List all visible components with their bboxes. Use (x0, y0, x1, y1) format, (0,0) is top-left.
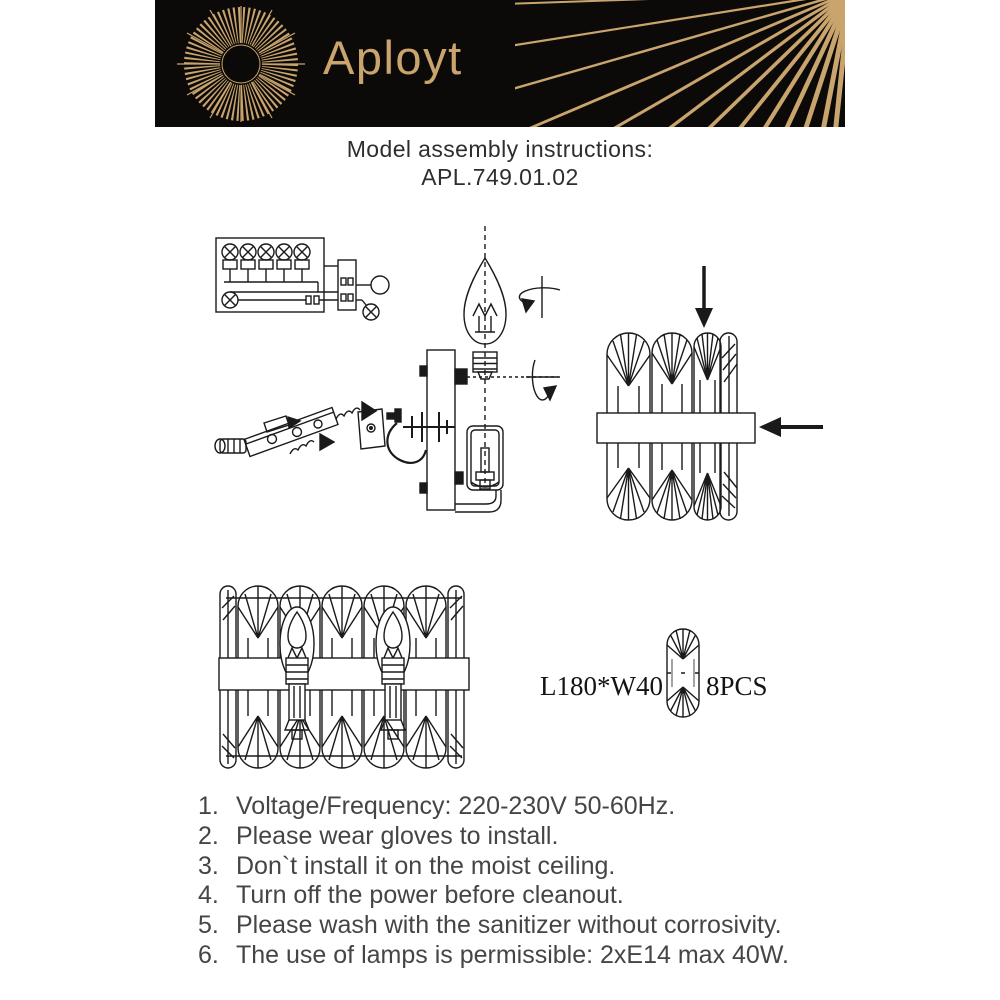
brand-text: Aployt (323, 31, 463, 84)
instruction-number: 1. (198, 792, 219, 820)
rotation-arrow-horizontal-icon (526, 360, 560, 400)
instruction-number: 6. (198, 940, 219, 969)
crystal-stack-diagram (590, 258, 840, 538)
instruction-item (198, 792, 878, 822)
instruction-text: Don`t install it on the moist ceiling. (236, 851, 616, 880)
instruction-item (198, 941, 878, 971)
mounting-assembly-diagram (190, 220, 570, 535)
aployt-sunburst-logo-icon (165, 1, 317, 127)
instruction-number: 4. (198, 881, 219, 910)
instruction-item (198, 881, 878, 911)
wire-and-connector (387, 409, 426, 463)
quantity-label: 8PCS (706, 671, 768, 701)
single-crystal-diagram (664, 627, 702, 719)
mounting-bracket (215, 402, 385, 457)
socket-cup (455, 426, 503, 512)
insert-down-arrow-icon (695, 266, 713, 328)
dimension-label: L180*W40 (540, 671, 663, 701)
pivot-rod-with-washers (403, 412, 455, 442)
screw-coil (336, 408, 360, 419)
assembled-fixture-diagram (218, 582, 470, 772)
instruction-number: 2. (198, 821, 219, 850)
title-block (155, 136, 845, 191)
instruction-item (198, 822, 878, 852)
instruction-number: 3. (198, 851, 219, 880)
instruction-text: Turn off the power before cleanout. (236, 881, 624, 910)
instruction-text: Please wash with the sanitizer without corrosivity. (236, 911, 782, 940)
instruction-item (198, 911, 878, 941)
mounting-band (219, 658, 469, 690)
insert-left-arrow-icon (759, 417, 823, 437)
screw-coil (290, 441, 314, 454)
mounting-band (597, 413, 755, 443)
wall-backplate (420, 350, 467, 510)
instruction-item (198, 852, 878, 882)
header-banner (155, 0, 845, 127)
instruction-text: Please wear gloves to install. (236, 821, 559, 850)
model-number: APL.749.01.02 (421, 163, 579, 190)
instruction-text: Voltage/Frequency: 220-230V 50-60Hz. (236, 792, 676, 820)
rays-decoration-icon (515, 0, 845, 127)
page-title: Model assembly instructions: (346, 136, 654, 162)
rotation-arrow-vertical-icon (519, 276, 560, 318)
instructions-list (198, 792, 878, 971)
instruction-text: The use of lamps is permissible: 2xE14 max 40W. (236, 940, 790, 969)
instruction-number: 5. (198, 911, 219, 940)
arrow-icon (320, 434, 334, 450)
